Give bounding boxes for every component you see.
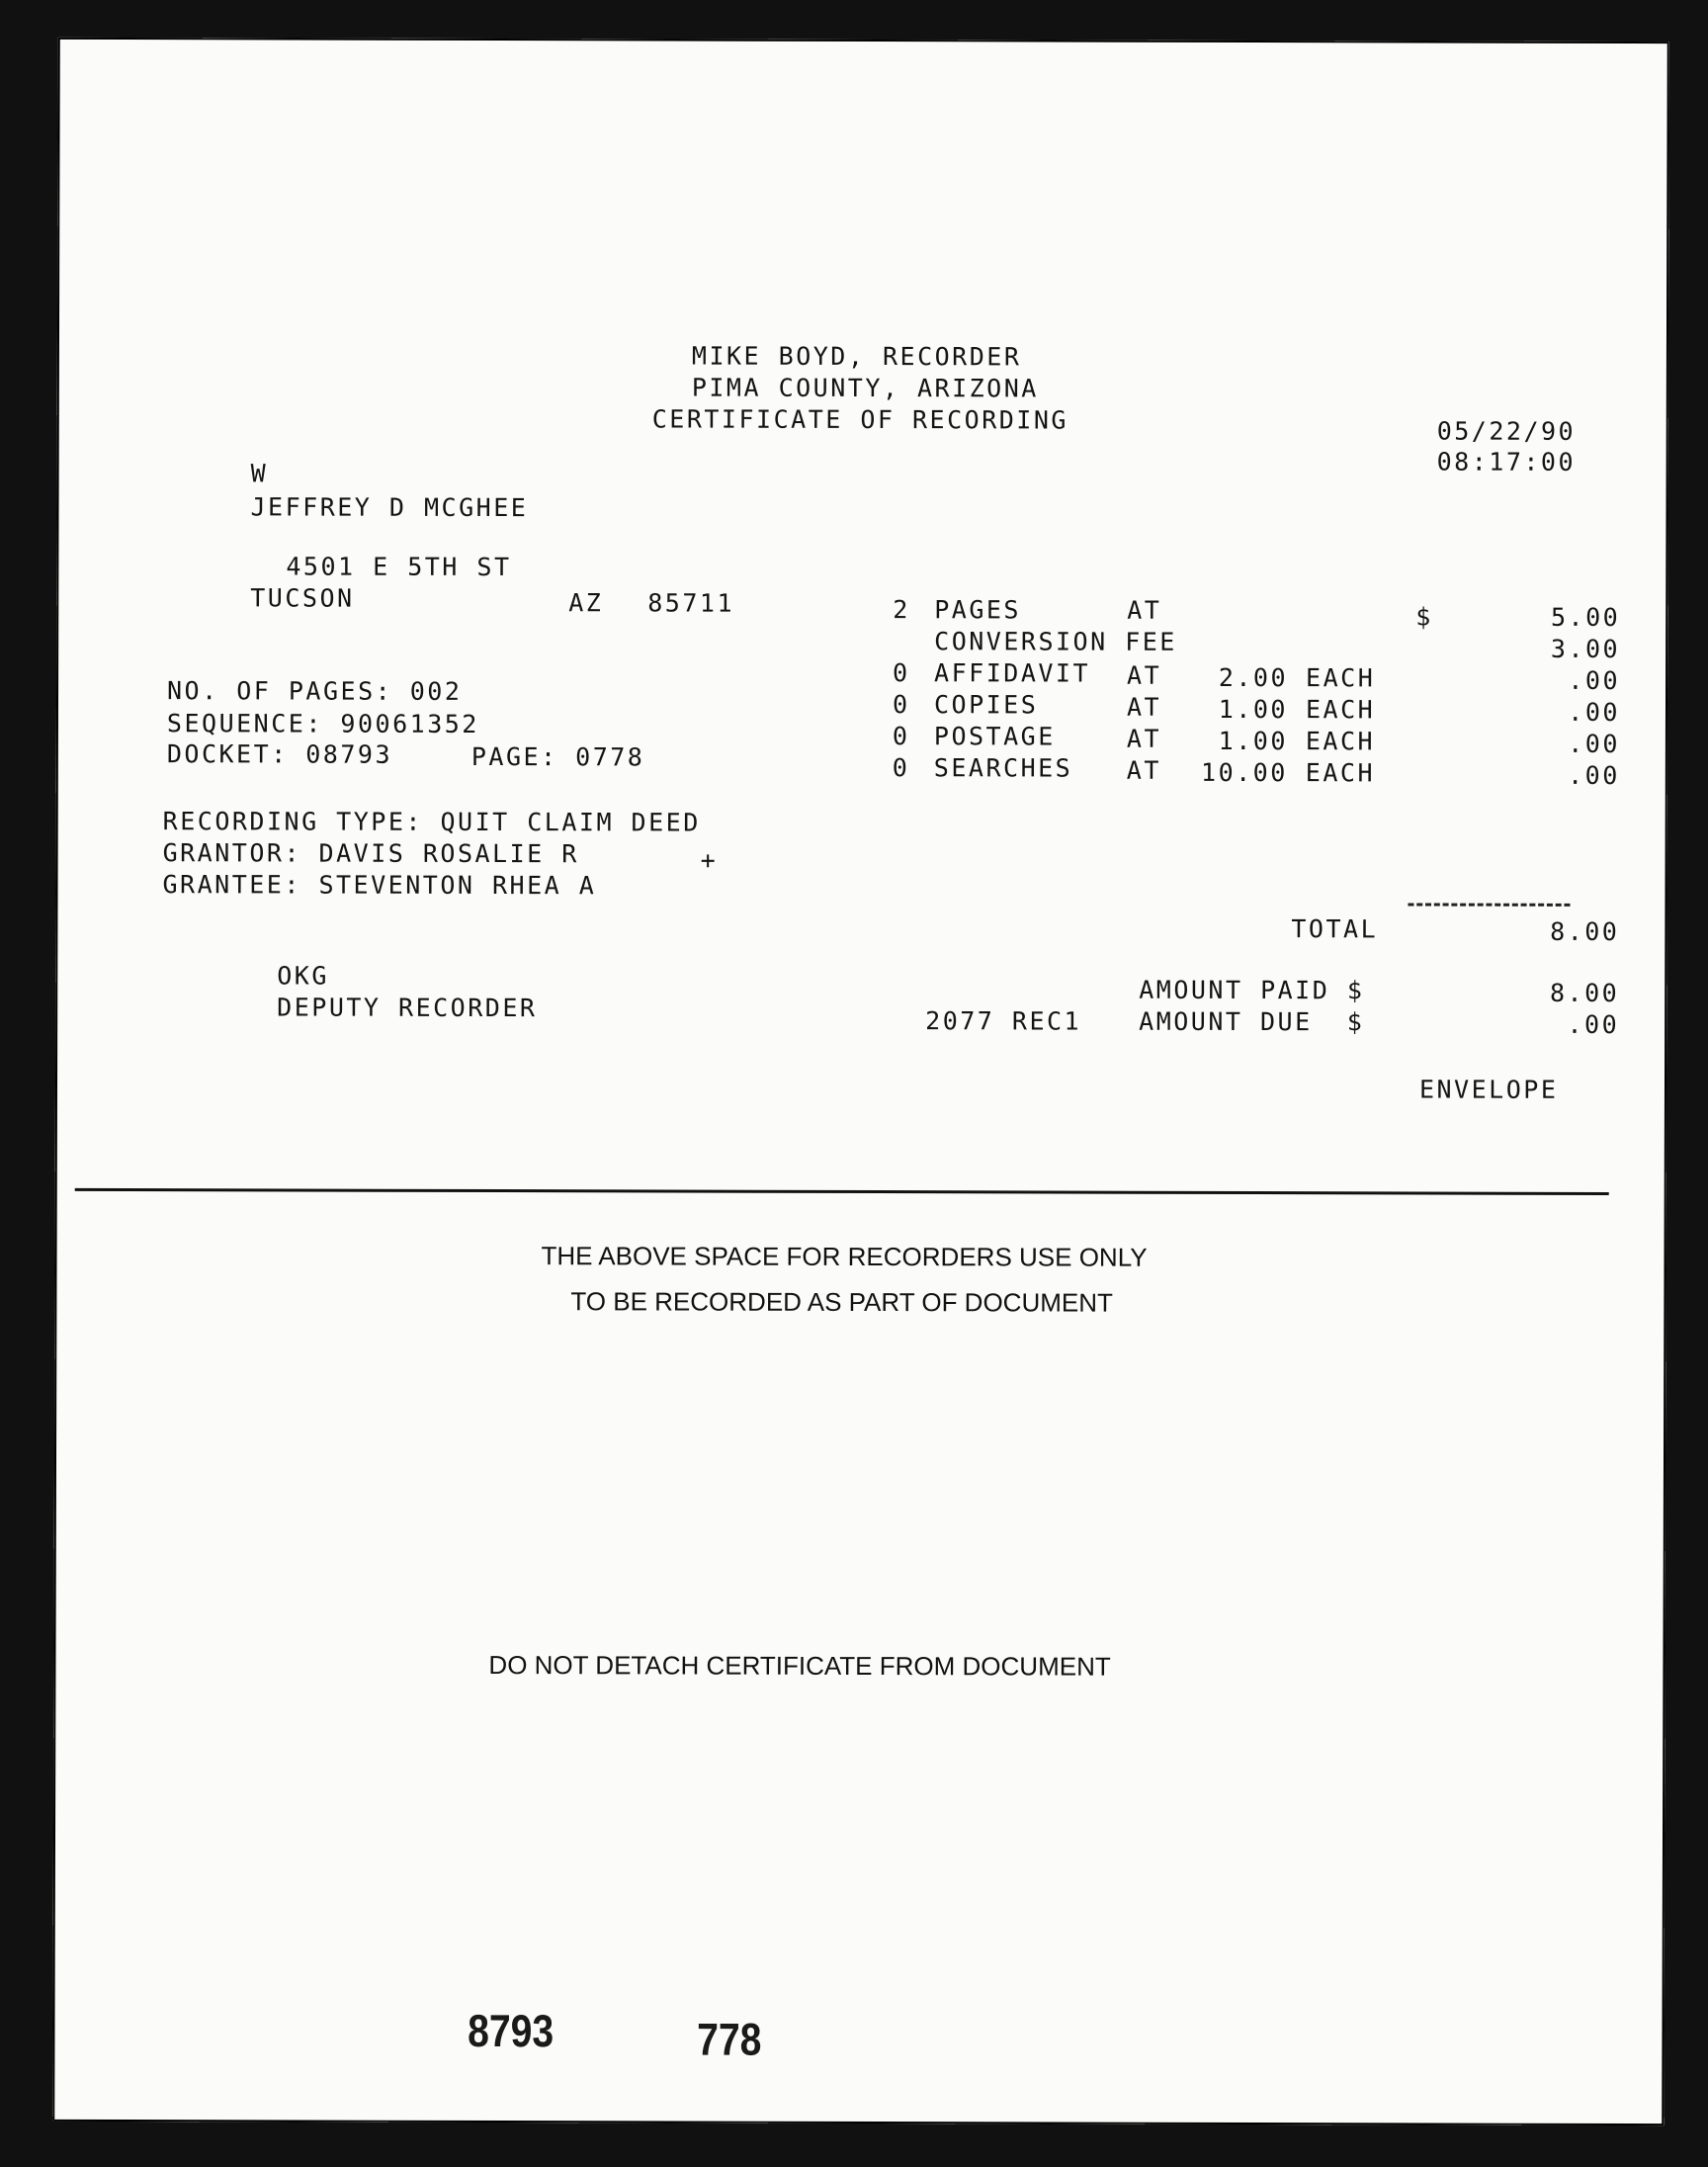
fee-row: 2 PAGES AT $ 5.00 xyxy=(893,595,1621,633)
grantor: GRANTOR: DAVIS ROSALIE R xyxy=(162,838,579,869)
receipt-code: 2077 REC1 xyxy=(925,1006,1082,1036)
grantor-plus-mark: + xyxy=(700,845,719,875)
fee-row: 0 AFFIDAVIT AT 2.00 EACH .00 xyxy=(893,658,1621,696)
sequence: SEQUENCE: 90061352 xyxy=(166,709,479,738)
recording-certificate xyxy=(52,38,1669,2125)
addressee-name: JEFFREY D MCGHEE xyxy=(250,492,529,523)
amount-due: .00 xyxy=(1567,1009,1620,1040)
fee-row: 0 SEARCHES AT 10.00 EACH .00 xyxy=(892,753,1620,791)
handwritten-page: 778 xyxy=(697,2013,762,2065)
amount-due-label: AMOUNT DUE $ xyxy=(1139,1006,1365,1037)
envelope-label: ENVELOPE xyxy=(1418,1075,1559,1104)
certificate-title: CERTIFICATE OF RECORDING xyxy=(651,404,1069,435)
code-w: W xyxy=(250,459,269,488)
record-time: 08:17:00 xyxy=(1436,447,1577,477)
recorders-use-notice: THE ABOVE SPACE FOR RECORDERS USE ONLY xyxy=(541,1241,1148,1272)
section-divider xyxy=(75,1188,1609,1195)
addressee-state: AZ xyxy=(568,588,604,618)
dollar-sign: $ xyxy=(1415,602,1433,632)
addressee-city: TUCSON xyxy=(250,583,355,613)
recording-type: RECORDING TYPE: QUIT CLAIM DEED xyxy=(162,807,701,837)
do-not-detach-notice: DO NOT DETACH CERTIFICATE FROM DOCUMENT xyxy=(488,1650,1111,1682)
amount-paid: 8.00 xyxy=(1549,978,1620,1008)
total-separator xyxy=(1408,903,1570,906)
deputy-recorder-label: DEPUTY RECORDER xyxy=(277,993,538,1023)
docket: DOCKET: 08793 xyxy=(166,739,393,769)
county: PIMA COUNTY, ARIZONA xyxy=(691,373,1039,403)
deputy-initials: OKG xyxy=(277,961,329,991)
record-date: 05/22/90 xyxy=(1436,416,1577,446)
total-amount: 8.00 xyxy=(1550,916,1620,947)
recorder-name: MIKE BOYD, RECORDER xyxy=(691,341,1022,372)
addressee-street: 4501 E 5TH ST xyxy=(286,552,512,582)
fee-row: CONVERSION FEE 3.00 xyxy=(934,627,1621,664)
recorded-as-part-notice: TO BE RECORDED AS PART OF DOCUMENT xyxy=(570,1286,1113,1318)
fee-row: 0 POSTAGE AT 1.00 EACH .00 xyxy=(892,722,1620,759)
total-label: TOTAL xyxy=(1291,914,1379,944)
addressee-zip: 85711 xyxy=(647,588,735,618)
fee-row: 0 COPIES AT 1.00 EACH .00 xyxy=(892,690,1621,728)
amount-paid-label: AMOUNT PAID $ xyxy=(1139,975,1365,1005)
handwritten-docket: 8793 xyxy=(468,2004,555,2057)
number-of-pages: NO. OF PAGES: 002 xyxy=(166,676,463,706)
grantee: GRANTEE: STEVENTON RHEA A xyxy=(162,870,597,901)
docket-page: PAGE: 0778 xyxy=(470,741,645,772)
